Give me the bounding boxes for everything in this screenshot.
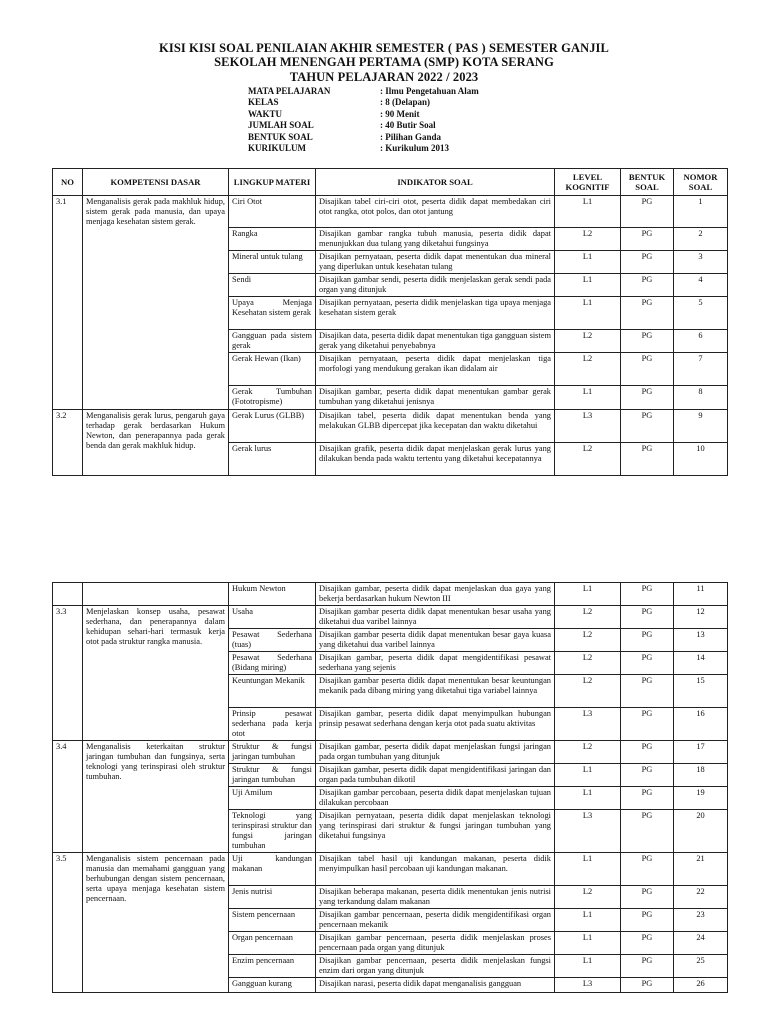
cell-level: L1 [555, 853, 621, 886]
col-header-nomor: NOMOR SOAL [674, 169, 728, 196]
meta-key: BENTUK SOAL [248, 131, 313, 142]
cell-nomor: 2 [674, 228, 728, 251]
cell-level: L3 [555, 978, 621, 993]
cell-indikator: Disajikan pernyataan, peserta didik dapat menjelaskan tiga morfologi yang mendukung gerakan ikan didalam air [316, 353, 555, 386]
cell-lingkup-materi: Uji kandungan makanan [229, 853, 316, 886]
doc-title-line2: SEKOLAH MENENGAH PERTAMA (SMP) KOTA SERANG [214, 55, 554, 69]
cell-indikator: Disajikan pernyataan, peserta didik menjelaskan tiga upaya menjaga kesehatan sistem gerak [316, 297, 555, 330]
cell-indikator: Disajikan pernyataan, peserta didik dapat menjelaskan teknologi yang terinspirasi dari struktur & fungsi jaringan tumbuhan yang diketahui fungsinya [316, 810, 555, 853]
cell-level: L1 [555, 932, 621, 955]
meta-value: : Ilmu Pengetahuan Alam [380, 86, 479, 96]
cell-bentuk: PG [621, 297, 674, 330]
cell-bentuk: PG [621, 443, 674, 476]
cell-nomor: 26 [674, 978, 728, 993]
cell-bentuk: PG [621, 386, 674, 410]
cell-level: L2 [555, 353, 621, 386]
cell-indikator: Disajikan gambar pencernaan, peserta didik menjelaskan fungsi enzim dari organ yang ditunjuk [316, 955, 555, 978]
cell-indikator: Disajikan gambar pencernaan, peserta didik mengidentifikasi organ pencernaan mekanik [316, 909, 555, 932]
meta-value: : 90 Menit [380, 108, 420, 119]
cell-level: L1 [555, 955, 621, 978]
cell-nomor: 6 [674, 330, 728, 353]
cell-nomor: 22 [674, 886, 728, 909]
col-header-materi: LINGKUP MATERI [229, 169, 316, 196]
cell-lingkup-materi: Struktur & fungsi jaringan tumbuhan [229, 741, 316, 764]
cell-indikator: Disajikan gambar, peserta didik dapat menjelaskan fungsi jaringan pada organ tumbuhan yang ditunjuk [316, 741, 555, 764]
cell-level: L1 [555, 274, 621, 297]
cell-nomor: 17 [674, 741, 728, 764]
cell-indikator: Disajikan beberapa makanan, peserta didik menentukan jenis nutrisi yang terkandung dalam makanan [316, 886, 555, 909]
cell-level: L1 [555, 787, 621, 810]
meta-row [248, 86, 520, 97]
cell-no: 3.1 [53, 196, 83, 410]
cell-lingkup-materi: Gerak Lurus (GLBB) [229, 410, 316, 443]
cell-nomor: 10 [674, 443, 728, 476]
cell-no: 3.4 [53, 741, 83, 853]
cell-lingkup-materi: Gerak Tumbuhan (Fototropisme) [229, 386, 316, 410]
cell-level: L2 [555, 675, 621, 708]
cell-level: L3 [555, 410, 621, 443]
meta-row [248, 109, 520, 120]
cell-bentuk: PG [621, 787, 674, 810]
cell-lingkup-materi: Pesawat Sederhana (Bidang miring) [229, 652, 316, 675]
cell-level: L1 [555, 386, 621, 410]
cell-indikator: Disajikan gambar, peserta didik dapat menjelaskan dua gaya yang bekerja berdasarkan hukum Newton III [316, 583, 555, 606]
table-row [53, 606, 728, 629]
cell-bentuk: PG [621, 675, 674, 708]
cell-lingkup-materi: Gangguan pada sistem gerak [229, 330, 316, 353]
cell-nomor: 9 [674, 410, 728, 443]
cell-lingkup-materi: Gangguan kurang [229, 978, 316, 993]
cell-lingkup-materi: Jenis nutrisi [229, 886, 316, 909]
cell-kompetensi-dasar: Menjelaskan konsep usaha, pesawat sederhana, dan penerapannya dalam kehidupan sehari-hari termasuk kerja otot pada struktur rangka manusia. [83, 606, 229, 741]
meta-info [248, 86, 520, 154]
col-header-level: LEVEL KOGNITIF [555, 169, 621, 196]
cell-indikator: Disajikan tabel hasil uji kandungan makanan, peserta didik menyimpulkan hasil percobaan uji kandungan makanan. [316, 853, 555, 886]
cell-nomor: 5 [674, 297, 728, 330]
meta-row [248, 132, 520, 143]
meta-value: : Pilihan Ganda [380, 131, 442, 142]
cell-nomor: 16 [674, 708, 728, 741]
table-row [53, 410, 728, 443]
cell-indikator: Disajikan tabel, peserta didik dapat menentukan benda yang melakukan GLBB dipercepat jika kecepatan dan waktu diketahui [316, 410, 555, 443]
table-row [53, 583, 728, 606]
cell-lingkup-materi: Enzim pencernaan [229, 955, 316, 978]
cell-lingkup-materi: Struktur & fungsi jaringan tumbuhan [229, 764, 316, 787]
col-header-bentuk: BENTUK SOAL [621, 169, 674, 196]
cell-level: L2 [555, 652, 621, 675]
cell-indikator: Disajikan gambar, peserta didik dapat mengidentifikasi jaringan dan organ pada tumbuhan dikotil [316, 764, 555, 787]
cell-nomor: 13 [674, 629, 728, 652]
cell-nomor: 1 [674, 196, 728, 228]
meta-key: MATA PELAJARAN [248, 86, 331, 96]
col-header-kd: KOMPETENSI DASAR [83, 169, 229, 196]
cell-bentuk: PG [621, 606, 674, 629]
cell-bentuk: PG [621, 708, 674, 741]
cell-no: 3.2 [53, 410, 83, 476]
cell-indikator: Disajikan gambar, peserta didik dapat mengidentifikasi pesawat sederhana yang sejenis [316, 652, 555, 675]
cell-bentuk: PG [621, 764, 674, 787]
meta-value: : 8 (Delapan) [380, 97, 430, 108]
cell-kompetensi-dasar: Menganalisis keterkaitan struktur jaringan tumbuhan dan fungsinya, serta teknologi yang terinspirasi oleh struktur tumbuhan. [83, 741, 229, 853]
cell-lingkup-materi: Sendi [229, 274, 316, 297]
meta-row [248, 120, 520, 131]
cell-indikator: Disajikan gambar sendi, peserta didik menjelaskan gerak sendi pada organ yang ditunjuk [316, 274, 555, 297]
cell-level: L1 [555, 909, 621, 932]
cell-bentuk: PG [621, 978, 674, 993]
cell-no: 3.3 [53, 606, 83, 741]
cell-nomor: 11 [674, 583, 728, 606]
cell-bentuk: PG [621, 932, 674, 955]
kisi-table-page1 [52, 168, 728, 476]
cell-lingkup-materi: Keuntungan Mekanik [229, 675, 316, 708]
cell-bentuk: PG [621, 410, 674, 443]
cell-lingkup-materi: Pesawat Sederhana (tuas) [229, 629, 316, 652]
cell-bentuk: PG [621, 629, 674, 652]
meta-value: : Kurikulum 2013 [380, 143, 450, 154]
cell-nomor: 7 [674, 353, 728, 386]
kisi-table-page2 [52, 582, 728, 993]
cell-kompetensi-dasar: Menganalisis gerak lurus, pengaruh gaya terhadap gerak berdasarkan Hukum Newton, dan penerapannya pada gerak benda dan gerak makhluk hidup. [83, 410, 229, 476]
cell-lingkup-materi: Gerak lurus [229, 443, 316, 476]
cell-bentuk: PG [621, 909, 674, 932]
cell-level: L2 [555, 606, 621, 629]
cell-level: L3 [555, 810, 621, 853]
cell-indikator: Disajikan data, peserta didik dapat menentukan tiga gangguan sistem gerak yang diketahui penyebabnya [316, 330, 555, 353]
cell-level: L2 [555, 330, 621, 353]
cell-lingkup-materi: Sistem pencernaan [229, 909, 316, 932]
cell-nomor: 14 [674, 652, 728, 675]
cell-bentuk: PG [621, 583, 674, 606]
cell-bentuk: PG [621, 228, 674, 251]
table-body [53, 196, 728, 476]
cell-indikator: Disajikan gambar pencernaan, peserta didik menjelaskan proses pencernaan pada organ yang ditunjuk [316, 932, 555, 955]
cell-bentuk: PG [621, 330, 674, 353]
cell-lingkup-materi: Prinsip pesawat sederhana pada kerja otot [229, 708, 316, 741]
cell-bentuk: PG [621, 274, 674, 297]
cell-nomor: 19 [674, 787, 728, 810]
cell-lingkup-materi: Mineral untuk tulang [229, 251, 316, 274]
cell-kompetensi-dasar: Menganalisis sistem pencernaan pada manusia dan memahami gangguan yang berhubungan dengan sistem pencernaan, serta upaya menjaga kesehatan sistem pencernaan. [83, 853, 229, 993]
cell-bentuk: PG [621, 810, 674, 853]
cell-level: L3 [555, 708, 621, 741]
cell-lingkup-materi: Usaha [229, 606, 316, 629]
cell-nomor: 15 [674, 675, 728, 708]
cell-kompetensi-dasar [83, 583, 229, 606]
cell-bentuk: PG [621, 853, 674, 886]
doc-title-line3: TAHUN PELAJARAN 2022 / 2023 [289, 70, 479, 84]
col-header-indikator: INDIKATOR SOAL [316, 169, 555, 196]
cell-indikator: Disajikan gambar percobaan, peserta didik dapat menjelaskan tujuan dilakukan percobaan [316, 787, 555, 810]
meta-row [248, 143, 520, 154]
cell-nomor: 24 [674, 932, 728, 955]
cell-nomor: 23 [674, 909, 728, 932]
meta-key: WAKTU [248, 108, 283, 119]
cell-level: L2 [555, 228, 621, 251]
cell-indikator: Disajikan gambar rangka tubuh manusia, peserta didik dapat menunjukkan dua tulang yang diketahui fungsinya [316, 228, 555, 251]
meta-value: : 40 Butir Soal [380, 120, 436, 131]
table-row [53, 741, 728, 764]
cell-nomor: 21 [674, 853, 728, 886]
cell-lingkup-materi: Rangka [229, 228, 316, 251]
cell-nomor: 3 [674, 251, 728, 274]
cell-indikator: Disajikan narasi, peserta didik dapat menganalisis gangguan [316, 978, 555, 993]
cell-lingkup-materi: Upaya Menjaga Kesehatan sistem gerak [229, 297, 316, 330]
cell-kompetensi-dasar: Menganalisis gerak pada makhluk hidup, sistem gerak pada manusia, dan upaya menjaga kesehatan sistem gerak. [83, 196, 229, 410]
cell-indikator: Disajikan gambar peserta didik dapat menentukan besar usaha yang diketahui dua varibel lainnya [316, 606, 555, 629]
cell-indikator: Disajikan tabel ciri-ciri otot, peserta didik dapat membedakan ciri otot rangka, otot polos, dan otot jantung [316, 196, 555, 228]
col-header-no: NO [53, 169, 83, 196]
cell-lingkup-materi: Teknologi yang terinspirasi struktur dan fungsi jaringan tumbuhan [229, 810, 316, 853]
cell-level: L2 [555, 443, 621, 476]
meta-key: KELAS [248, 97, 279, 108]
cell-nomor: 12 [674, 606, 728, 629]
table-body [53, 583, 728, 993]
cell-lingkup-materi: Organ pencernaan [229, 932, 316, 955]
cell-bentuk: PG [621, 955, 674, 978]
cell-nomor: 8 [674, 386, 728, 410]
cell-lingkup-materi: Hukum Newton [229, 583, 316, 606]
cell-bentuk: PG [621, 196, 674, 228]
cell-indikator: Disajikan gambar, peserta didik dapat menyimpulkan hubungan prinsip pesawat sederhana dengan kerja otot pada suatu aktivitas [316, 708, 555, 741]
cell-level: L1 [555, 297, 621, 330]
cell-indikator: Disajikan grafik, peserta didik dapat menjelaskan gerak lurus yang dilakukan benda pada waktu tertentu yang diketahui kecepatannya [316, 443, 555, 476]
cell-level: L1 [555, 583, 621, 606]
meta-key: KURIKULUM [248, 143, 306, 154]
cell-nomor: 25 [674, 955, 728, 978]
cell-nomor: 20 [674, 810, 728, 853]
cell-bentuk: PG [621, 652, 674, 675]
cell-indikator: Disajikan gambar peserta didik dapat menentukan besar keuntungan mekanik pada dibang miring yang diketahui tiga variabel lainnya [316, 675, 555, 708]
cell-bentuk: PG [621, 886, 674, 909]
cell-level: L1 [555, 196, 621, 228]
cell-lingkup-materi: Uji Amilum [229, 787, 316, 810]
cell-no: 3.5 [53, 853, 83, 993]
cell-nomor: 4 [674, 274, 728, 297]
cell-bentuk: PG [621, 251, 674, 274]
cell-indikator: Disajikan pernyataan, peserta didik dapat menentukan dua mineral yang diperlukan untuk kesehatan tulang [316, 251, 555, 274]
cell-level: L1 [555, 764, 621, 787]
cell-bentuk: PG [621, 741, 674, 764]
cell-lingkup-materi: Ciri Otot [229, 196, 316, 228]
cell-level: L2 [555, 741, 621, 764]
cell-level: L1 [555, 251, 621, 274]
doc-title-line1: KISI KISI SOAL PENILAIAN AKHIR SEMESTER ( PAS ) SEMESTER GANJIL [159, 41, 609, 55]
cell-lingkup-materi: Gerak Hewan (Ikan) [229, 353, 316, 386]
cell-indikator: Disajikan gambar, peserta didik dapat menentukan gambar gerak tumbuhan yang diketahui jenisnya [316, 386, 555, 410]
meta-row [248, 97, 520, 108]
cell-nomor: 18 [674, 764, 728, 787]
cell-level: L2 [555, 886, 621, 909]
meta-key: JUMLAH SOAL [248, 120, 314, 131]
table-row [53, 853, 728, 886]
cell-indikator: Disajikan gambar peserta didik dapat menentukan besar gaya kuasa yang diketahui dua varibel lainnya [316, 629, 555, 652]
cell-level: L2 [555, 629, 621, 652]
table-row [53, 196, 728, 228]
cell-no [53, 583, 83, 606]
cell-bentuk: PG [621, 353, 674, 386]
